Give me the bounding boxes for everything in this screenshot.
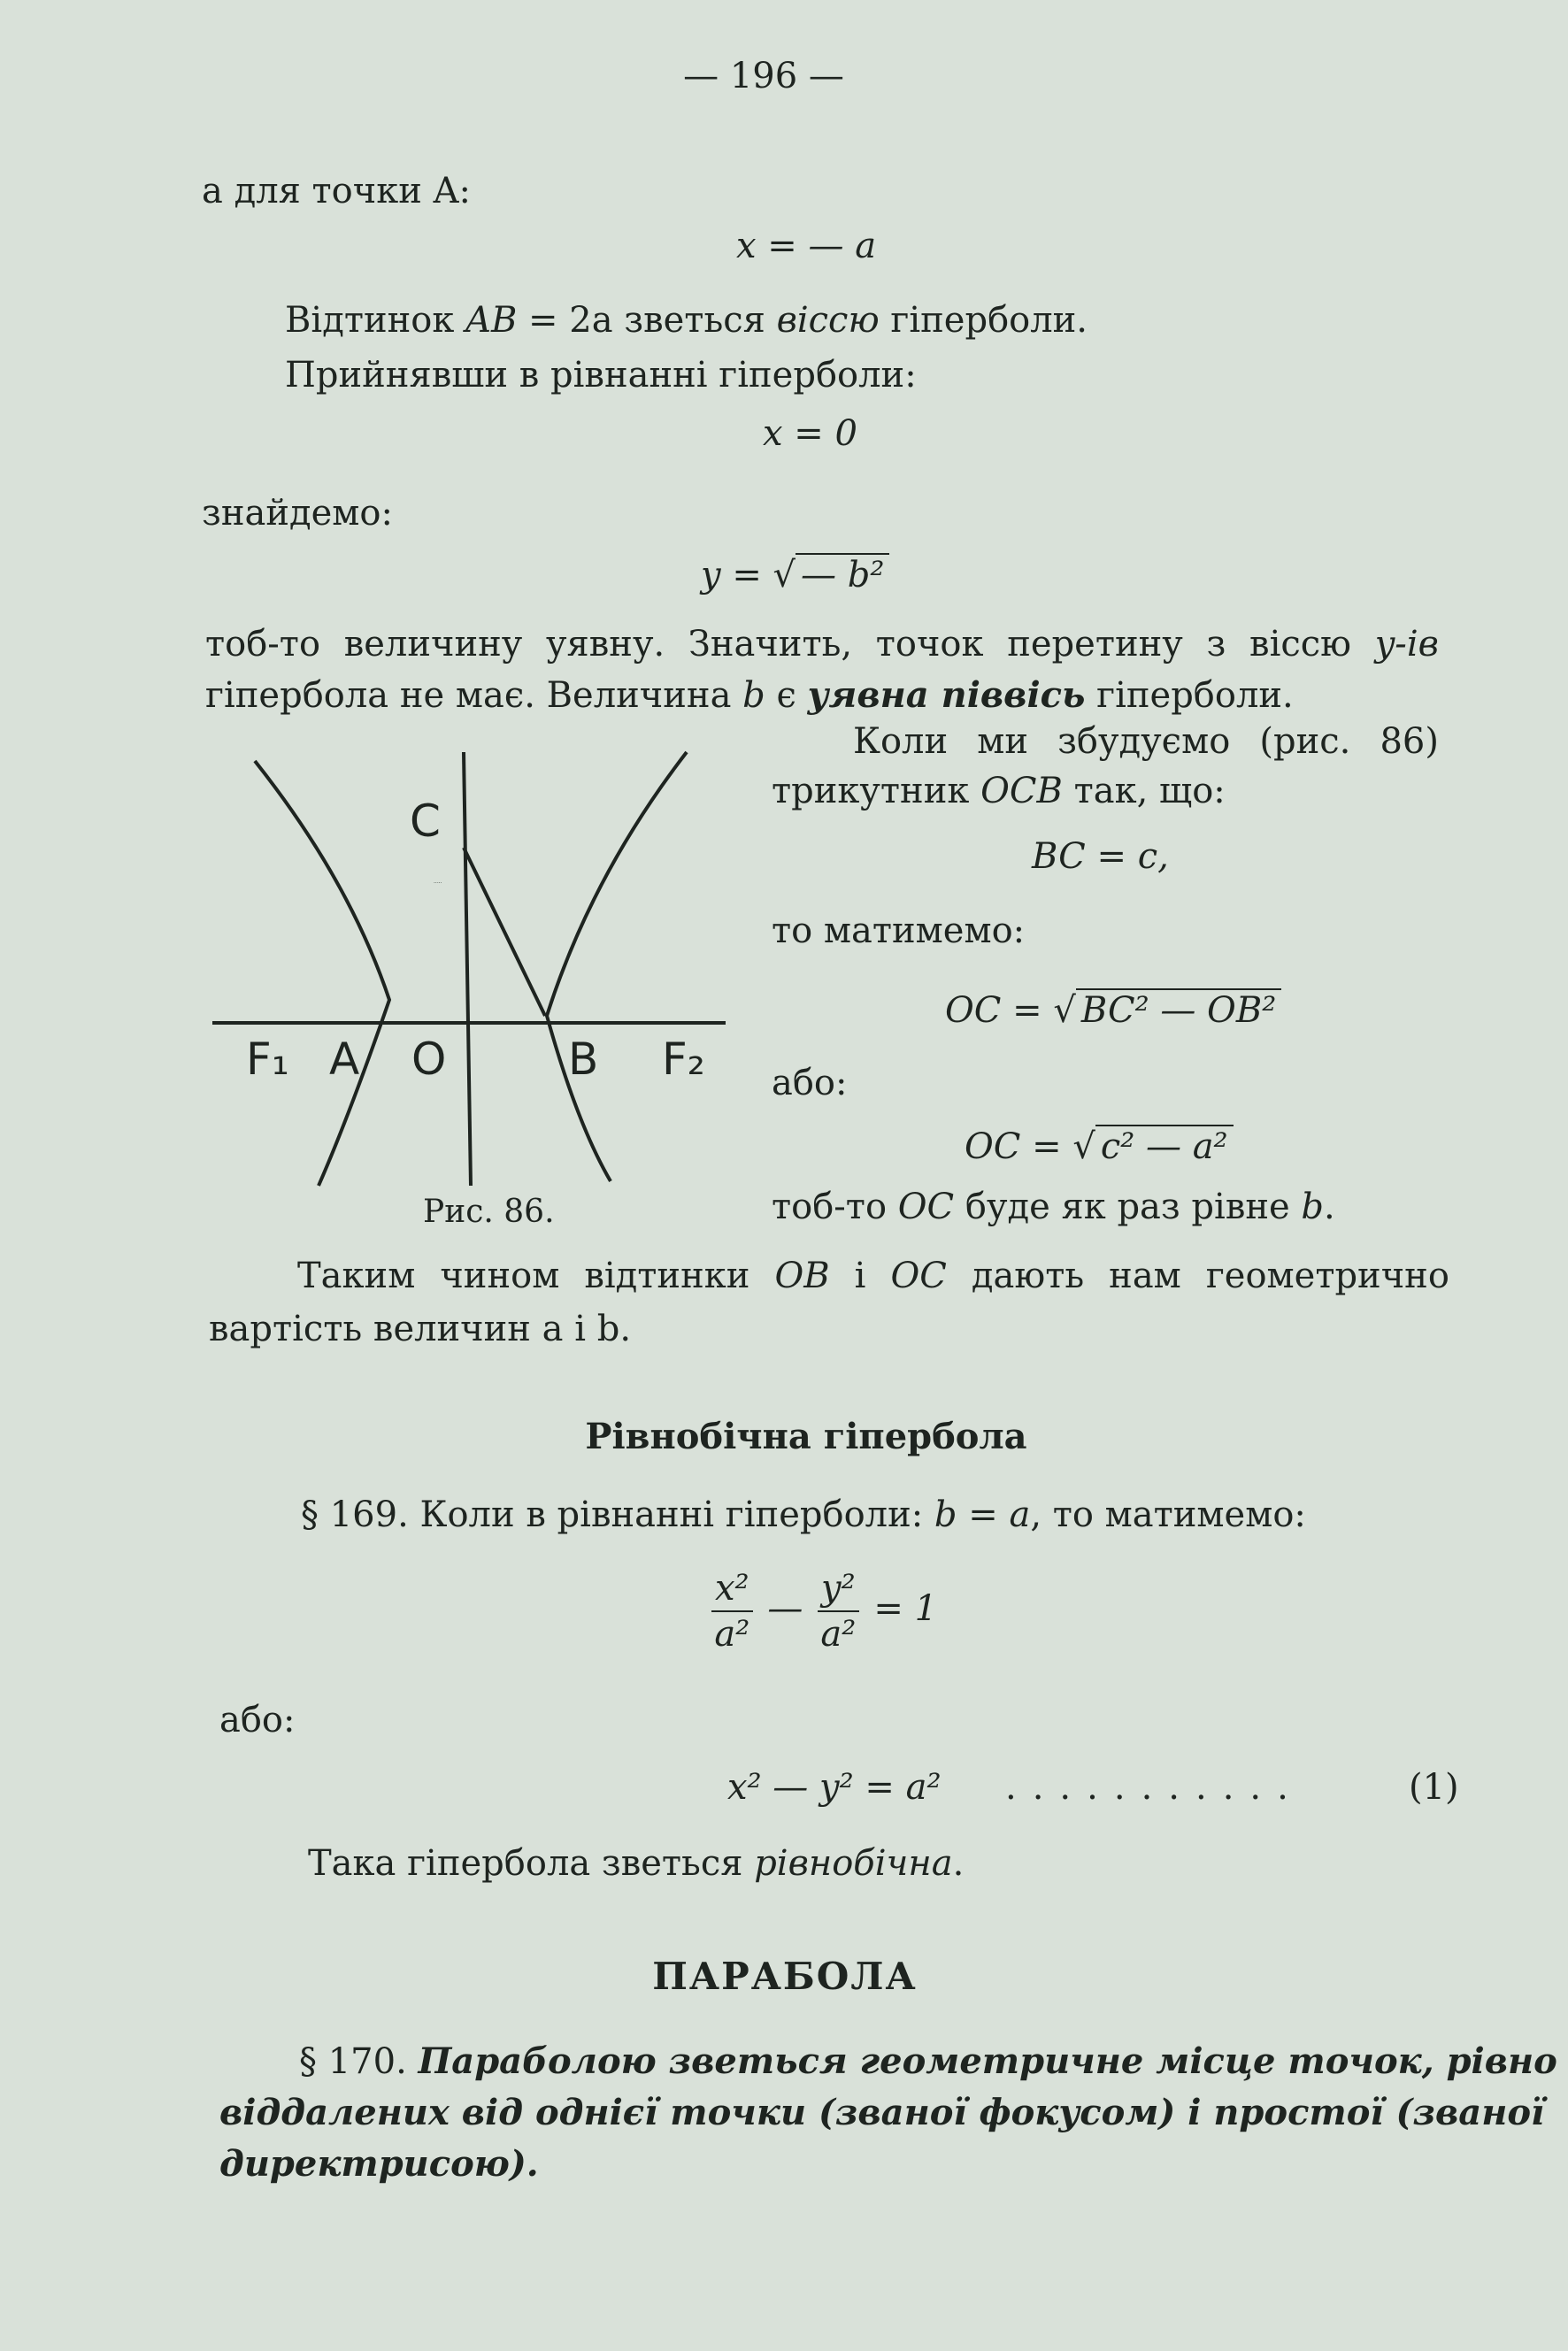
text-line-axis: Відтинок AB = 2a зветься віссю гіперболи. [285,300,1088,341]
label-f1: F₁ [246,1033,289,1085]
figure-86 [195,734,761,1248]
text-line-point-a: а для точки A: [202,171,471,211]
equation-oc-1: OC = √ BC² — OB² [945,989,1281,1032]
text-right-line1: Коли ми збудуємо (рис. 86) [853,721,1439,762]
label-a: A [329,1033,360,1085]
dot-marks: ..... [434,879,442,885]
segment-cb [464,848,545,1016]
equation-fraction: $\frac{\text{x²}}{\text{a²}}$ — $\frac{\text{y²}}{\text{a²}}$ = 1 [708,1566,937,1656]
text-equilateral-name: Така гіпербола зветься рівнобічна. [308,1843,965,1884]
text-right-line2: трикутник OCB так, що: [772,771,1226,811]
section-heading-equilateral: Рівнобічна гіпербола [585,1416,1027,1457]
paragraph-170-line3: директрисою). [219,2143,539,2185]
paragraph-170-line1: § 170. Параболою зветься геометричне місце точок, рівно [299,2040,1557,2082]
paragraph-imaginary-line1: тоб-то величину уявну. Значить, точок перетину з віссю y-ів [205,624,1439,665]
text-right-line4: або: [772,1063,848,1103]
hyperbola-left-branch [255,761,389,1186]
equation-bc: BC = c, [1032,836,1169,877]
text-or: або: [219,1700,296,1740]
label-o: O [411,1033,447,1085]
label-c: C [410,795,441,847]
paragraph-170-line2: віддалених від однієї точки (званої фокусом) і простої (званої [219,2092,1545,2133]
paragraph-169: § 169. Коли в рівнанні гіперболи: b = a, то матимемо: [301,1494,1306,1535]
paragraph-segments-line2: вартість величин a і b. [209,1309,632,1349]
paragraph-imaginary-line2: гіпербола не має. Величина b є уявна піввісь гіперболи. [205,674,1294,716]
label-f2: F₂ [662,1033,705,1085]
figure-caption: Рис. 86. [423,1194,555,1230]
equation-2: x² — y² = a² [727,1767,942,1808]
equation-x-zero: x = 0 [763,413,857,454]
y-axis [464,752,471,1186]
equation-leader-dots: ........... [1005,1767,1304,1808]
equation-oc-2: OC = √ c² — a² [965,1126,1234,1168]
paragraph-segments-line1: Таким чином відтинки OB і OC дають нам геометрично [297,1256,1449,1296]
text-line-find: знайдемо: [202,493,393,534]
label-b: B [568,1033,599,1085]
equation-number: (1) [1409,1767,1459,1808]
page-number: — 196 — [683,56,844,96]
equation-x-minus-a: x = — a [736,226,877,266]
text-right-line5: тоб-то OC буде як раз рівне b. [772,1187,1335,1227]
equation-y-sqrt: y = √ — b² [701,554,889,596]
text-line-taking: Прийнявши в рівнанні гіперболи: [285,355,917,396]
section-heading-parabola: ПАРАБОЛА [652,1955,918,1998]
hyperbola-right-branch [547,752,687,1181]
text-right-line3: то матимемо: [772,910,1026,951]
